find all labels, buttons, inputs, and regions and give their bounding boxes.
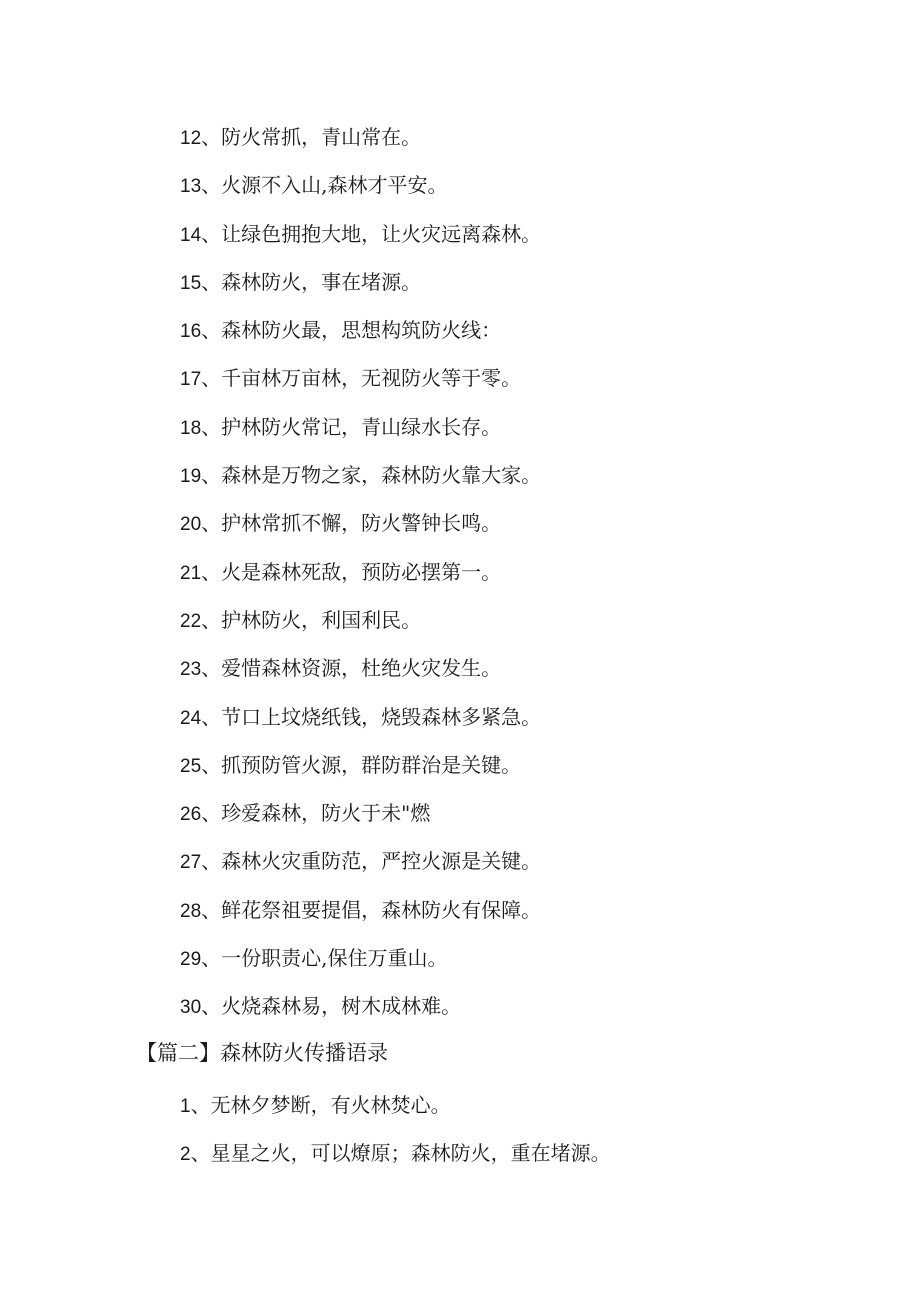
list-item: [180, 693, 880, 741]
item-text: 护林常抓不懈，防火警钟长鸣。: [221, 511, 502, 536]
item-number: 30: [180, 997, 202, 1019]
list-item: [180, 934, 880, 982]
list-item: [180, 499, 880, 547]
list-item: [180, 403, 880, 451]
item-number: 29: [180, 949, 202, 971]
item-separator: 、: [201, 318, 222, 343]
item-text: 火是森林死敌，预防必摆第一。: [221, 559, 502, 584]
item-text: 护林防火常记，青山绿水长存。: [221, 414, 502, 439]
item-number: 2: [180, 1144, 191, 1166]
item-separator: 、: [201, 125, 222, 149]
item-number: 27: [180, 852, 202, 874]
slogan-list: [180, 113, 880, 1031]
item-number: 23: [180, 659, 202, 681]
item-separator: 、: [201, 269, 222, 294]
list-item: [180, 354, 880, 402]
item-number: 13: [180, 176, 202, 198]
item-text: 爱惜森林资源，杜绝火灾发生。: [221, 656, 502, 681]
list-item: [180, 548, 880, 596]
item-text: 抓预防管火源，群防群治是关键。: [221, 752, 522, 777]
item-number: 14: [180, 224, 202, 246]
item-number: 25: [180, 755, 202, 777]
list-item: [180, 982, 880, 1030]
item-number: 28: [180, 900, 202, 922]
list-item: [180, 113, 880, 161]
item-text: 让绿色拥抱大地，让火灾远离森林。: [221, 221, 542, 246]
item-number: 1: [180, 1096, 191, 1117]
item-text: 防火常抓，青山常在。: [221, 125, 422, 149]
item-text: 火烧森林易，树木成林难。: [221, 994, 462, 1019]
item-number: 19: [180, 466, 202, 488]
list-item: [180, 161, 880, 209]
list-item: [180, 1129, 880, 1177]
item-separator: 、: [201, 511, 222, 536]
item-text: 森林是万物之家，森林防火靠大家。: [221, 463, 542, 488]
item-separator: 、: [201, 173, 222, 198]
list-item: [180, 451, 880, 499]
item-separator: 、: [201, 414, 222, 439]
item-separator: 、: [201, 849, 222, 874]
item-text: 护林防火，利国利民。: [221, 607, 422, 632]
item-number: 18: [180, 417, 202, 439]
section-heading: 【篇二】森林防火传播语录: [136, 1041, 388, 1065]
item-text: 千亩林万亩林，无视防火等于零。: [221, 366, 522, 391]
item-number: 21: [180, 562, 202, 584]
list-item: [180, 1081, 880, 1129]
item-text: 火源不入山,森林才平安。: [221, 173, 448, 198]
item-separator: 、: [201, 752, 222, 777]
item-text: 鲜花祭祖要提倡，森林防火有保障。: [221, 897, 542, 922]
item-separator: 、: [201, 801, 222, 826]
item-text: 森林防火，事在堵源。: [221, 269, 422, 294]
item-text: 一份职责心,保住万重山。: [221, 946, 448, 971]
slogan-list-2: [180, 1081, 880, 1178]
item-text: 森林火灾重防范，严控火源是关键。: [221, 849, 542, 874]
item-separator: 、: [201, 656, 222, 681]
list-item: [180, 596, 880, 644]
item-number: 15: [180, 272, 202, 294]
item-separator: 、: [201, 704, 222, 729]
item-separator: 、: [201, 366, 222, 391]
item-separator: 、: [201, 463, 222, 488]
item-number: 22: [180, 610, 202, 632]
list-item: [180, 789, 880, 837]
item-text: 无林夕梦断，有火林焚心。: [210, 1093, 451, 1117]
list-item: [180, 210, 880, 258]
item-text: 森林防火最，思想构筑防火线：: [221, 318, 502, 343]
item-number: 17: [180, 369, 202, 391]
item-separator: 、: [201, 994, 222, 1019]
item-separator: 、: [190, 1141, 211, 1166]
item-number: 26: [180, 804, 202, 826]
item-number: 20: [180, 514, 202, 536]
item-number: 16: [180, 321, 202, 343]
item-number: 24: [180, 707, 202, 729]
item-text: 星星之火，可以燎原；森林防火，重在堵源。: [210, 1141, 611, 1166]
item-separator: 、: [190, 1093, 211, 1117]
list-item: [180, 741, 880, 789]
list-item: [180, 306, 880, 354]
item-separator: 、: [201, 221, 222, 246]
item-text: 珍爱森林，防火于未"燃: [221, 801, 431, 826]
item-separator: 、: [201, 607, 222, 632]
list-item: [180, 837, 880, 885]
list-item: [180, 644, 880, 692]
item-text: 节口上坟烧纸钱，烧毁森林多紧急。: [221, 704, 542, 729]
item-separator: 、: [201, 897, 222, 922]
list-item: [180, 886, 880, 934]
item-separator: 、: [201, 559, 222, 584]
item-number: 12: [180, 128, 202, 149]
item-separator: 、: [201, 946, 222, 971]
list-item: [180, 258, 880, 306]
